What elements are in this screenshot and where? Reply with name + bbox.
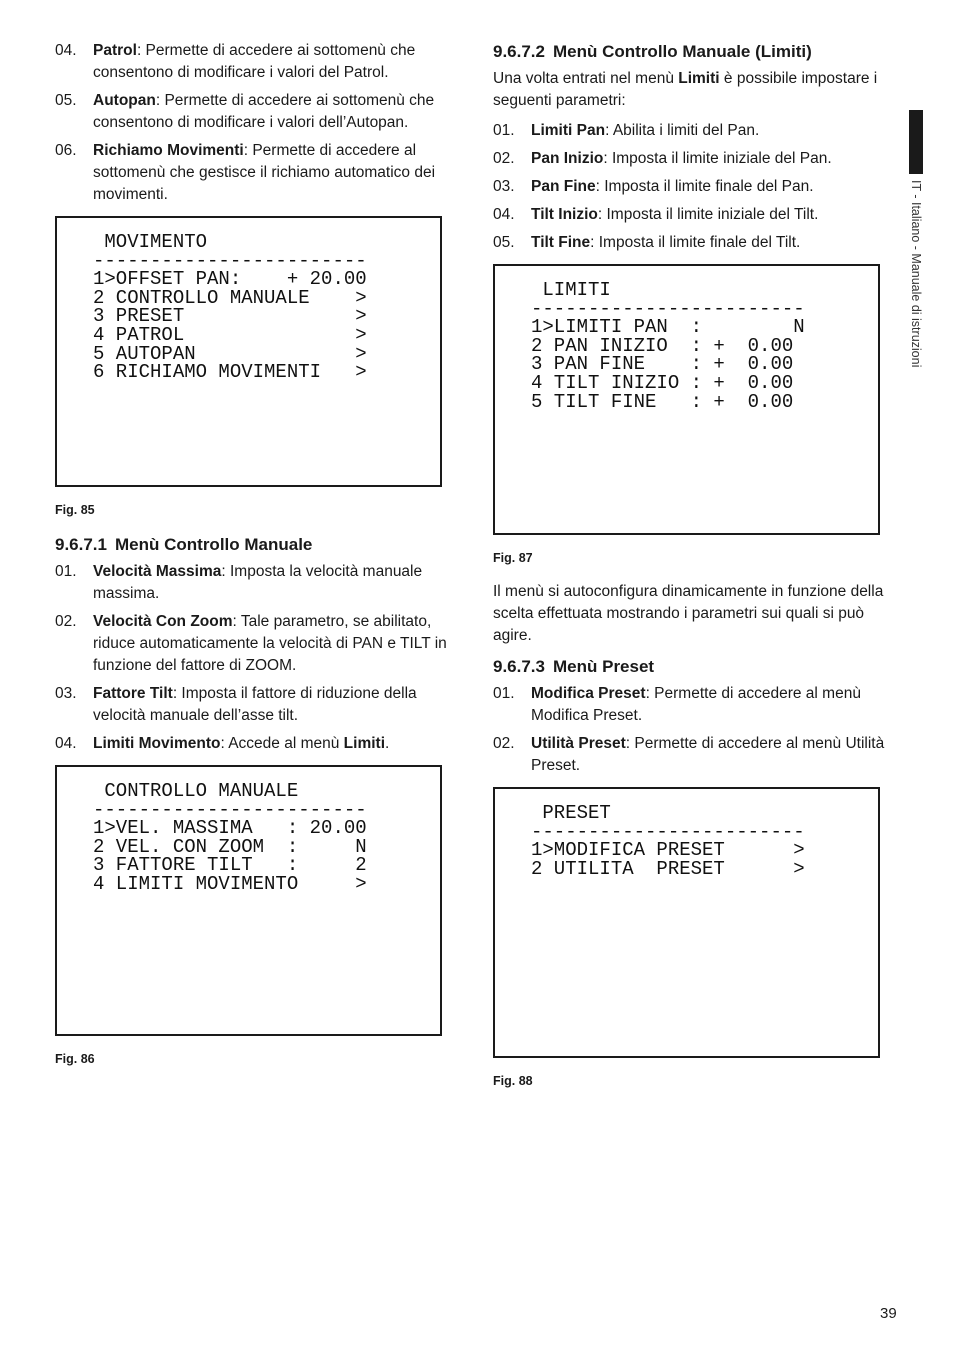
osd-text: MOVIMENTO ------------------------ 1>OFFSET PAN: + 20.00 2 CONTROLLO MANUALE > 3 PRESET > 4 PATROL > 5 AUTOPAN > 6 RICHIAMO MOVIMENTI > — [93, 231, 367, 384]
sidebar-label: IT - Italiano - Manuale di istruzioni — [909, 180, 923, 368]
section-heading — [493, 40, 898, 64]
osd-screen-preset — [493, 787, 880, 1058]
item-desc: : Imposta il fattore di riduzione della velocità manuale dell’asse tilt. — [93, 685, 417, 724]
item-number: 02. — [493, 150, 515, 167]
item-number: 01. — [55, 563, 77, 580]
osd-screen-movimento — [55, 216, 442, 487]
item-term: Limiti Movimento — [93, 735, 221, 752]
osd-text: LIMITI ------------------------ 1>LIMITI PAN : N 2 PAN INIZIO : + 0.00 3 PAN FINE : + 0.00 4 TILT INIZIO : + 0.00 5 TILT FINE : + 0.00 — [531, 279, 805, 413]
list-item — [493, 733, 898, 777]
item-term: Velocità Con Zoom — [93, 613, 233, 630]
section-number: 9.6.7.2 — [493, 42, 545, 61]
list-item — [493, 120, 898, 142]
list-item — [55, 40, 465, 84]
item-term: Modifica Preset — [531, 685, 646, 702]
item-number: 05. — [493, 234, 515, 251]
list-item — [55, 561, 465, 605]
item-term: Patrol — [93, 42, 137, 59]
item-number: 04. — [55, 735, 77, 752]
item-term: Limiti Pan — [531, 122, 606, 139]
list-item — [493, 232, 898, 254]
figure-caption: Fig. 85 — [55, 503, 95, 517]
osd-text: PRESET ------------------------ 1>MODIFICA PRESET > 2 UTILITA PRESET > — [531, 802, 805, 880]
item-desc: : Permette di accedere ai sottomenù che consentono di modificare i valori dell’Autopan. — [93, 92, 435, 131]
list-item — [55, 611, 465, 677]
item-term: Pan Fine — [531, 178, 596, 195]
item-desc: : Imposta il limite iniziale del Pan. — [603, 150, 832, 167]
item-number: 02. — [55, 613, 77, 630]
item-desc: : Imposta il limite iniziale del Tilt. — [597, 206, 819, 223]
osd-screen-controllo-manuale — [55, 765, 442, 1036]
item-desc: : Abilita i limiti del Pan. — [605, 122, 760, 139]
item-term: Autopan — [93, 92, 156, 109]
osd-screen-limiti — [493, 264, 880, 535]
item-desc: : Imposta il limite finale del Tilt. — [590, 234, 801, 251]
item-desc-end: . — [385, 735, 390, 752]
list-item — [493, 176, 898, 198]
list-item — [493, 204, 898, 226]
osd-text: CONTROLLO MANUALE ------------------------ 1>VEL. MASSIMA : 20.00 2 VEL. CON ZOOM : N 3 FATTORE TILT : 2 4 LIMITI MOVIMENTO > — [93, 780, 367, 895]
item-number: 06. — [55, 142, 77, 159]
section-number: 9.6.7.1 — [55, 535, 107, 554]
list-item — [55, 683, 465, 727]
figure-caption: Fig. 88 — [493, 1074, 533, 1088]
item-term: Velocità Massima — [93, 563, 222, 580]
item-term: Fattore Tilt — [93, 685, 173, 702]
section-number: 9.6.7.3 — [493, 657, 545, 676]
item-term: Pan Inizio — [531, 150, 604, 167]
item-term: Tilt Inizio — [531, 206, 598, 223]
section-title: Menù Controllo Manuale — [115, 535, 313, 554]
item-number: 01. — [493, 685, 515, 702]
intro-paragraph: Una volta entrati nel menù Limiti è possibile impostare i seguenti parametri: — [493, 70, 878, 109]
figure-caption: Fig. 87 — [493, 551, 533, 565]
item-number: 01. — [493, 122, 515, 139]
page-number: 39 — [880, 1305, 897, 1322]
item-desc: : Imposta la velocità manuale massima. — [93, 563, 423, 602]
list-item — [55, 140, 465, 206]
section-title: Menù Preset — [553, 657, 655, 676]
item-number: 03. — [493, 178, 515, 195]
section-title: Menù Controllo Manuale (Limiti) — [553, 42, 812, 61]
item-number: 05. — [55, 92, 77, 109]
item-desc: : Accede al menù — [220, 735, 344, 752]
item-number: 02. — [493, 735, 515, 752]
item-term: Tilt Fine — [531, 234, 591, 251]
list-item — [493, 683, 898, 727]
list-item — [55, 733, 465, 755]
list-item — [55, 90, 465, 134]
item-number: 04. — [493, 206, 515, 223]
item-desc: : Permette di accedere ai sottomenù che consentono di modificare i valori del Patrol. — [93, 42, 416, 81]
figure-caption: Fig. 86 — [55, 1052, 95, 1066]
item-desc: : Permette di accedere al menù Utilità Preset. — [531, 735, 885, 774]
item-desc: : Permette di accedere al sottomenù che gestisce il richiamo automatico dei movimenti. — [93, 142, 436, 203]
item-term: Utilità Preset — [531, 735, 626, 752]
item-number: 03. — [55, 685, 77, 702]
item-term-ref: Limiti — [343, 735, 386, 752]
right-column — [493, 40, 898, 1104]
item-desc: : Tale parametro, se abilitato, riduce automaticamente la velocità di PAN e TILT in funzione del fattore di ZOOM. — [93, 613, 447, 674]
section-heading — [55, 533, 465, 557]
item-number: 04. — [55, 42, 77, 59]
item-desc: : Imposta il limite finale del Pan. — [595, 178, 814, 195]
list-item — [493, 148, 898, 170]
item-desc: : Permette di accedere al menù Modifica Preset. — [531, 685, 861, 724]
autoconfig-paragraph: Il menù si autoconfigura dinamicamente in funzione della scelta effettuata mostrando i parametri sui quali si può agire. — [493, 583, 884, 644]
item-term: Richiamo Movimenti — [93, 142, 244, 159]
left-column — [55, 40, 465, 1082]
sidebar-tab-marker — [909, 110, 923, 174]
section-heading — [493, 655, 898, 679]
